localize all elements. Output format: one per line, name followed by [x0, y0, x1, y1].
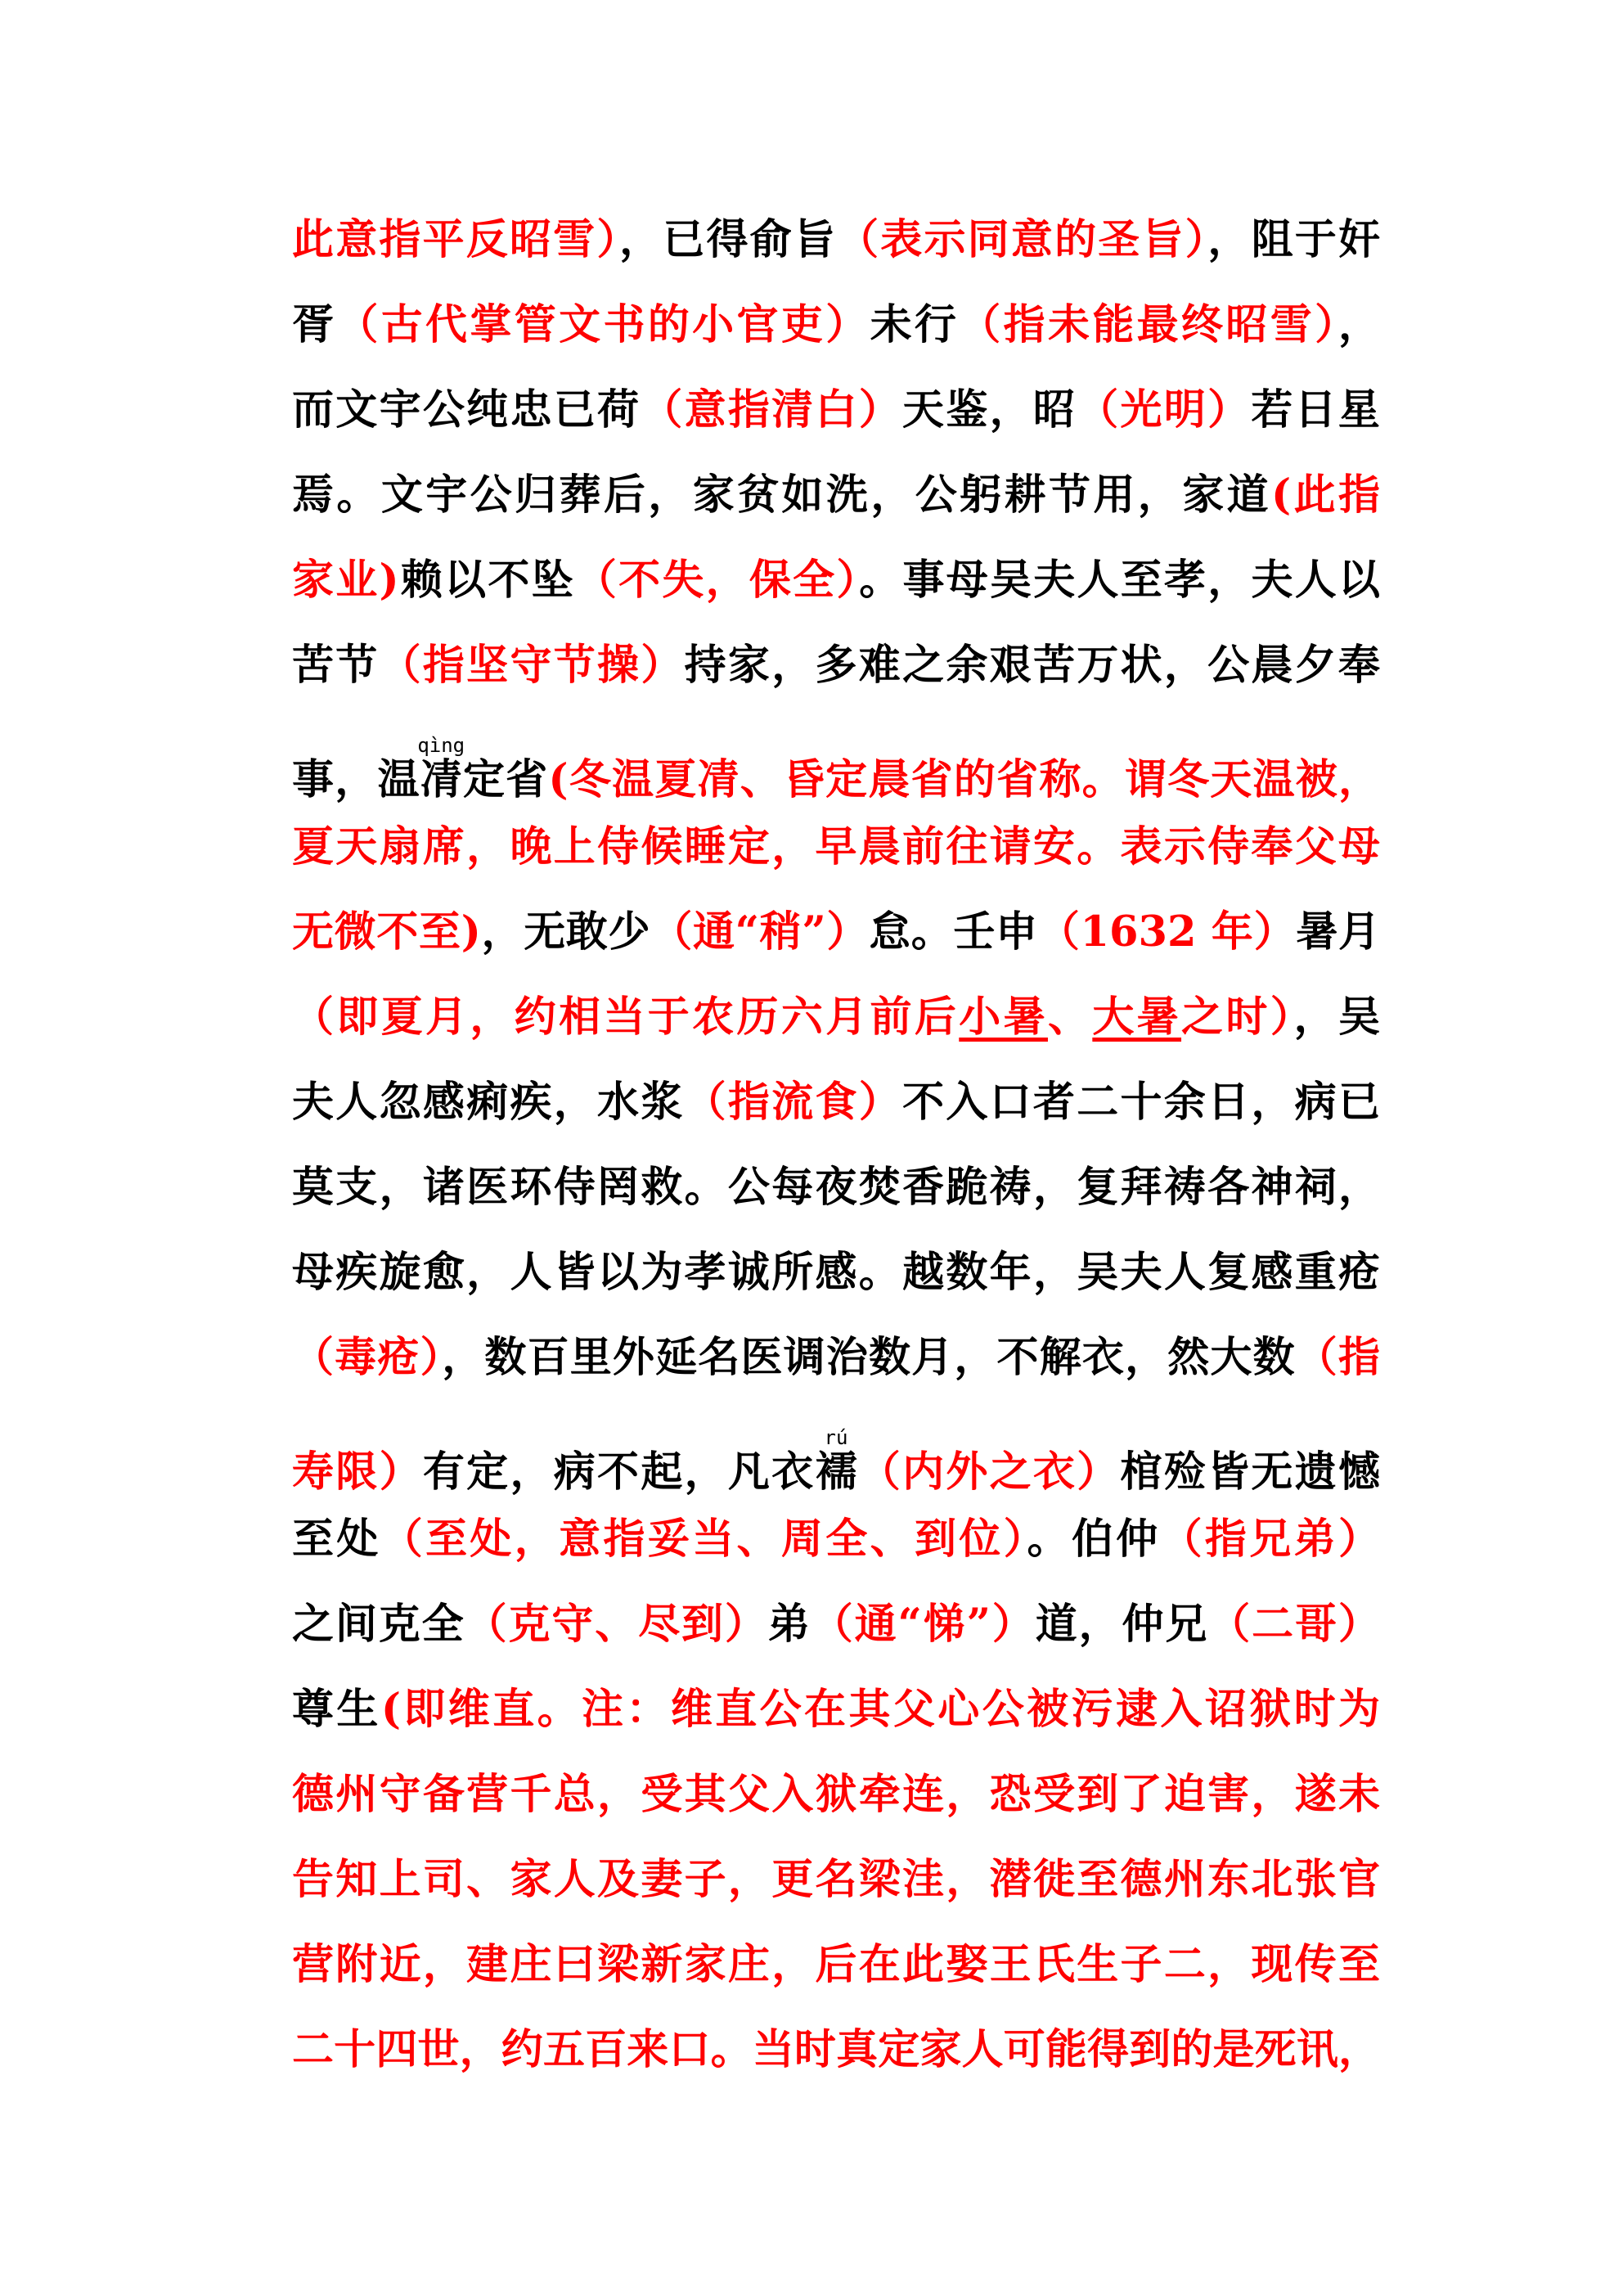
- annotation-segment: 二十四世，约五百来口。当时真定家人可能得到的是死讯，: [292, 2025, 1380, 2074]
- text-line: [292, 1684, 1380, 1735]
- annotation-segment: （指兄弟）: [1160, 1515, 1380, 1564]
- text-line: [292, 1332, 1380, 1383]
- annotation-segment: 寿限）: [292, 1447, 423, 1497]
- text-segment: ，: [1338, 300, 1380, 349]
- annotation-segment: （光明）: [1077, 385, 1252, 434]
- text-segment: ，数百里外延名医调治数月，不解衣，然大数: [442, 1333, 1296, 1382]
- annotation-segment: （二哥）: [1208, 1600, 1380, 1649]
- text-segment: 至处: [292, 1515, 381, 1564]
- text-line: [292, 1162, 1380, 1213]
- text-line: [292, 1599, 1380, 1650]
- text-segment: 暑月: [1296, 907, 1380, 957]
- text-line: [292, 992, 1380, 1042]
- text-segment: 棺殓皆无遗憾: [1120, 1447, 1380, 1497]
- text-line: [292, 385, 1380, 435]
- annotation-segment: 此意指平反昭雪）: [292, 215, 620, 264]
- text-segment: 。伯仲: [1027, 1515, 1161, 1564]
- text-segment: 未行: [870, 300, 960, 349]
- text-segment: ，吴: [1293, 993, 1380, 1042]
- text-segment: 持家，多难之余艰苦万状，公晨夕奉: [684, 641, 1380, 690]
- annotation-segment: (此指: [1271, 470, 1380, 520]
- annotation-segment: （通“稍”）: [650, 907, 870, 957]
- text-segment: 胥: [292, 300, 337, 349]
- text-line: [292, 640, 1380, 691]
- text-segment: 而文宇公纯忠已荷: [292, 385, 641, 434]
- annotation-segment: （意指清白）: [641, 385, 903, 434]
- text-line: [292, 299, 1380, 350]
- text-line: [292, 1514, 1380, 1564]
- annotation-segment: 无微不至): [292, 907, 481, 957]
- text-line: [292, 1077, 1380, 1128]
- text-line: [292, 470, 1380, 520]
- annotation-segment: （表示同意的圣旨）: [837, 215, 1208, 264]
- annotation-segment: （1632 年）: [1037, 907, 1297, 957]
- text-segment: ，阻于奸: [1207, 215, 1380, 264]
- annotation-segment: （不失，保全）: [574, 556, 860, 605]
- text-segment: 母疾旋愈，人皆以为孝诚所感。越数年，吴夫人复感重疮: [292, 1248, 1380, 1297]
- annotation-segment: （克守、尽到）: [465, 1600, 768, 1649]
- text-segment: 天鉴，昭: [902, 385, 1077, 434]
- text-segment: 赖以不坠: [398, 556, 575, 605]
- annotation-segment: (冬温夏凊、昏定晨省的省称。谓冬天温被，: [548, 755, 1380, 804]
- text-segment: 事，温: [292, 755, 420, 804]
- text-line: [292, 1769, 1380, 1820]
- annotation-segment: （指: [1295, 1333, 1380, 1382]
- annotation-segment: （通“悌”）: [811, 1600, 1036, 1649]
- annotation-segment: 之时）: [1181, 993, 1294, 1042]
- text-line: [292, 1939, 1380, 1990]
- annotation-segment: 告知上司、家人及妻子，更名梁洼，潜徙至德州东北张官: [292, 1855, 1380, 1904]
- text-segment: 夫人忽感痢疾，水浆: [292, 1078, 685, 1127]
- annotation-segment: 家业): [292, 556, 399, 605]
- text-segment: 莫支，诸医环侍罔救。公每夜焚香跪祷，复拜祷各神祠，: [292, 1163, 1380, 1212]
- text-segment: 定省: [461, 755, 549, 804]
- pinyin-label: rú: [815, 1426, 857, 1449]
- pinyin-label: qìng: [417, 734, 465, 757]
- pinyin-annotated-char: [417, 734, 465, 804]
- text-line: [292, 736, 1380, 805]
- text-line: [292, 1247, 1380, 1298]
- annotation-segment: 、: [1047, 993, 1093, 1042]
- text-line: [292, 214, 1380, 265]
- text-segment: 怠。壬申: [869, 907, 1038, 957]
- text-line: [292, 555, 1380, 606]
- text-segment: 有定，病不起，凡衣: [422, 1447, 816, 1497]
- text-segment: 苦节: [292, 641, 380, 690]
- text-segment: 。事母吴夫人至孝，夫人以: [859, 556, 1380, 605]
- text-segment: 尊生: [292, 1685, 381, 1734]
- underlined-annotation: 小暑: [959, 993, 1048, 1042]
- text-line: [292, 907, 1380, 957]
- annotation-segment: 夏天扇席，晚上侍候睡定，早晨前往请安。表示侍奉父母: [292, 822, 1380, 871]
- underlined-annotation: 大暑: [1092, 993, 1182, 1042]
- annotation-segment: （至处，意指妥当、周全、到位）: [380, 1515, 1027, 1564]
- text-segment: 焉。文宇公归葬后，家贫如洗，公躬耕节用，家道: [292, 470, 1272, 520]
- text-segment: 弟: [767, 1600, 812, 1649]
- text-line: [292, 1426, 1380, 1497]
- text-line: [292, 822, 1380, 872]
- text-segment: 道，仲兄: [1035, 1600, 1209, 1649]
- text-segment: 不入口者二十余日，病已: [902, 1078, 1380, 1127]
- pinyin-annotated-char: [815, 1426, 859, 1497]
- annotation-segment: (即维直。注：维直公在其父心公被污逮入诏狱时为: [380, 1685, 1380, 1734]
- annotation-segment: （指流食）: [684, 1078, 903, 1127]
- annotation-segment: （即夏月，约相当于农历六月前后: [292, 993, 960, 1042]
- text-segment: ，无敢少: [480, 907, 651, 957]
- text-segment: ，已得俞旨: [619, 215, 838, 264]
- annotation-segment: （古代掌管文书的小官吏）: [336, 300, 870, 349]
- annotated-char: 襦: [815, 1447, 859, 1497]
- text-line: [292, 1854, 1380, 1905]
- annotation-segment: 德州守备营千总，受其父入狱牵连，恐受到了迫害，遂未: [292, 1770, 1380, 1819]
- text-line: [292, 2024, 1380, 2075]
- text-segment: 若日星: [1251, 385, 1380, 434]
- annotation-segment: 营附近，建庄曰梁新家庄，后在此娶王氏生子二，现传至: [292, 1940, 1380, 1989]
- annotation-segment: （内外之衣）: [858, 1447, 1121, 1497]
- annotation-segment: （毒疮）: [292, 1333, 443, 1382]
- text-segment: 之间克全: [292, 1600, 465, 1649]
- annotated-char: 凊: [417, 755, 465, 804]
- annotation-segment: （指未能最终昭雪）: [959, 300, 1338, 349]
- annotation-segment: （指坚守节操）: [379, 641, 685, 690]
